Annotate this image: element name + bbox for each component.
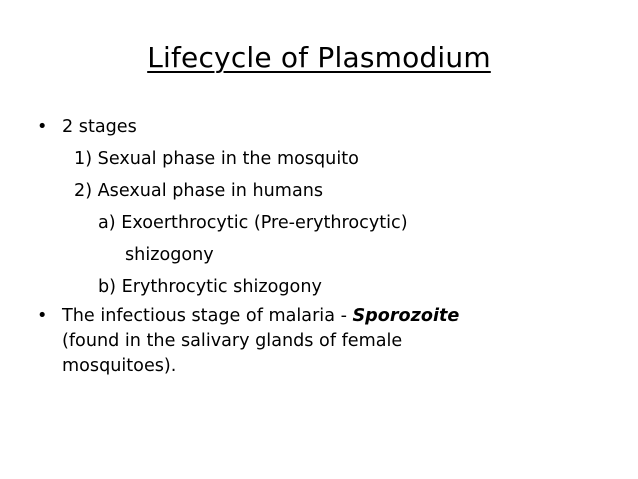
bullet-1-text: 2 stages (62, 117, 137, 137)
bullet-2-emphasis: Sporozoite (352, 306, 460, 326)
substage-item-a-continued: shizogony (125, 245, 214, 265)
bullet-2-continuation-1: (found in the salivary glands of female (62, 331, 403, 351)
bullet-2-prefix: The infectious stage of malaria - (62, 306, 353, 326)
bullet-2-glyph: • (37, 306, 48, 326)
bullet-2-text (62, 305, 459, 327)
slide-title: Lifecycle of Plasmodium (147, 41, 491, 74)
substage-item-b: b) Erythrocytic shizogony (98, 277, 322, 297)
stage-item-1: 1) Sexual phase in the mosquito (74, 149, 359, 169)
bullet-1-glyph: • (37, 117, 48, 137)
substage-item-a: a) Exoerthrocytic (Pre-erythrocytic) (98, 213, 408, 233)
bullet-2-continuation-2: mosquitoes). (62, 356, 177, 376)
stage-item-2: 2) Asexual phase in humans (74, 181, 324, 201)
